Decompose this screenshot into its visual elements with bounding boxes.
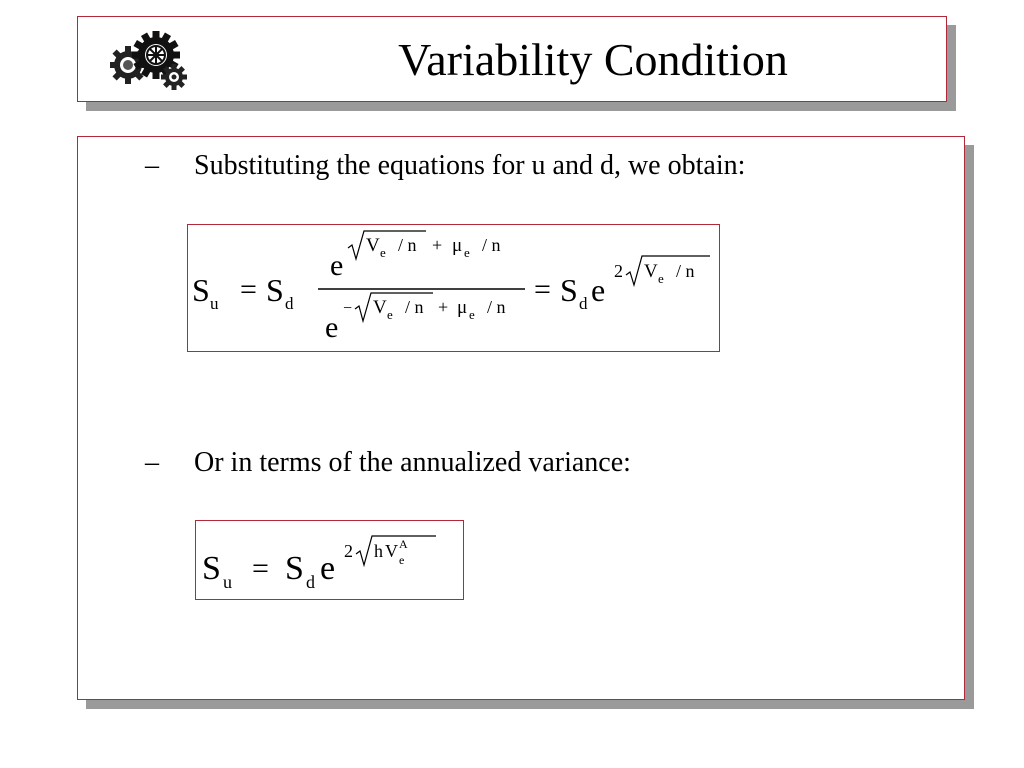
equation-su-fraction xyxy=(188,225,721,353)
eq-subscript: e xyxy=(387,307,393,322)
eq-base: e xyxy=(320,550,336,587)
equation-box xyxy=(187,224,720,352)
gears-icon xyxy=(110,31,194,91)
bullet-dash: – xyxy=(145,447,159,478)
eq-subscript: d xyxy=(306,572,315,592)
equation-su-annualized xyxy=(196,521,465,601)
eq-equals: = xyxy=(252,552,269,585)
sqrt-sign xyxy=(626,256,710,285)
eq-text: / n xyxy=(398,235,417,255)
eq-op: − xyxy=(343,300,353,317)
eq-superscript: A xyxy=(399,537,408,551)
eq-symbol: S xyxy=(192,272,210,308)
eq-var: V xyxy=(644,261,658,282)
bullet-text: Or in terms of the annualized variance: xyxy=(194,447,631,478)
eq-coefficient: 2 xyxy=(614,261,623,281)
eq-symbol: S xyxy=(266,272,284,308)
eq-var: h xyxy=(374,541,383,561)
bullet-item xyxy=(145,150,905,186)
eq-subscript: d xyxy=(579,294,588,313)
eq-subscript: e xyxy=(399,553,405,567)
eq-equals: = xyxy=(534,273,551,306)
eq-var: V xyxy=(366,235,380,256)
eq-coefficient: 2 xyxy=(344,541,353,561)
eq-subscript: u xyxy=(210,294,219,313)
eq-subscript: u xyxy=(223,572,232,592)
body-panel xyxy=(77,136,965,700)
eq-symbol: S xyxy=(285,550,304,587)
bullet-item xyxy=(145,447,905,483)
eq-text: / n xyxy=(487,297,506,317)
eq-text: / n xyxy=(482,235,501,255)
eq-base: e xyxy=(591,272,606,308)
eq-var: V xyxy=(385,541,398,561)
bullet-text: Substituting the equations for u and d, we obtain: xyxy=(194,150,746,181)
eq-base: e xyxy=(325,311,339,344)
eq-text: / n xyxy=(405,297,424,317)
eq-symbol: S xyxy=(560,272,578,308)
eq-subscript: e xyxy=(380,245,386,260)
equation-box xyxy=(195,520,464,600)
eq-var: μ xyxy=(457,297,468,318)
eq-op: + xyxy=(438,297,449,317)
eq-text: / n xyxy=(676,261,695,281)
bullet-dash: – xyxy=(145,150,159,181)
eq-op: + xyxy=(432,235,443,255)
eq-equals: = xyxy=(240,273,257,306)
title-panel xyxy=(77,16,947,102)
slide-title: Variability Condition xyxy=(398,34,788,85)
eq-subscript: e xyxy=(658,271,664,286)
eq-subscript: e xyxy=(464,245,470,260)
eq-var: μ xyxy=(452,235,463,256)
eq-base: e xyxy=(330,249,344,282)
eq-symbol: S xyxy=(202,550,221,587)
eq-var: V xyxy=(373,297,387,318)
eq-subscript: e xyxy=(469,307,475,322)
eq-subscript: d xyxy=(285,294,294,313)
